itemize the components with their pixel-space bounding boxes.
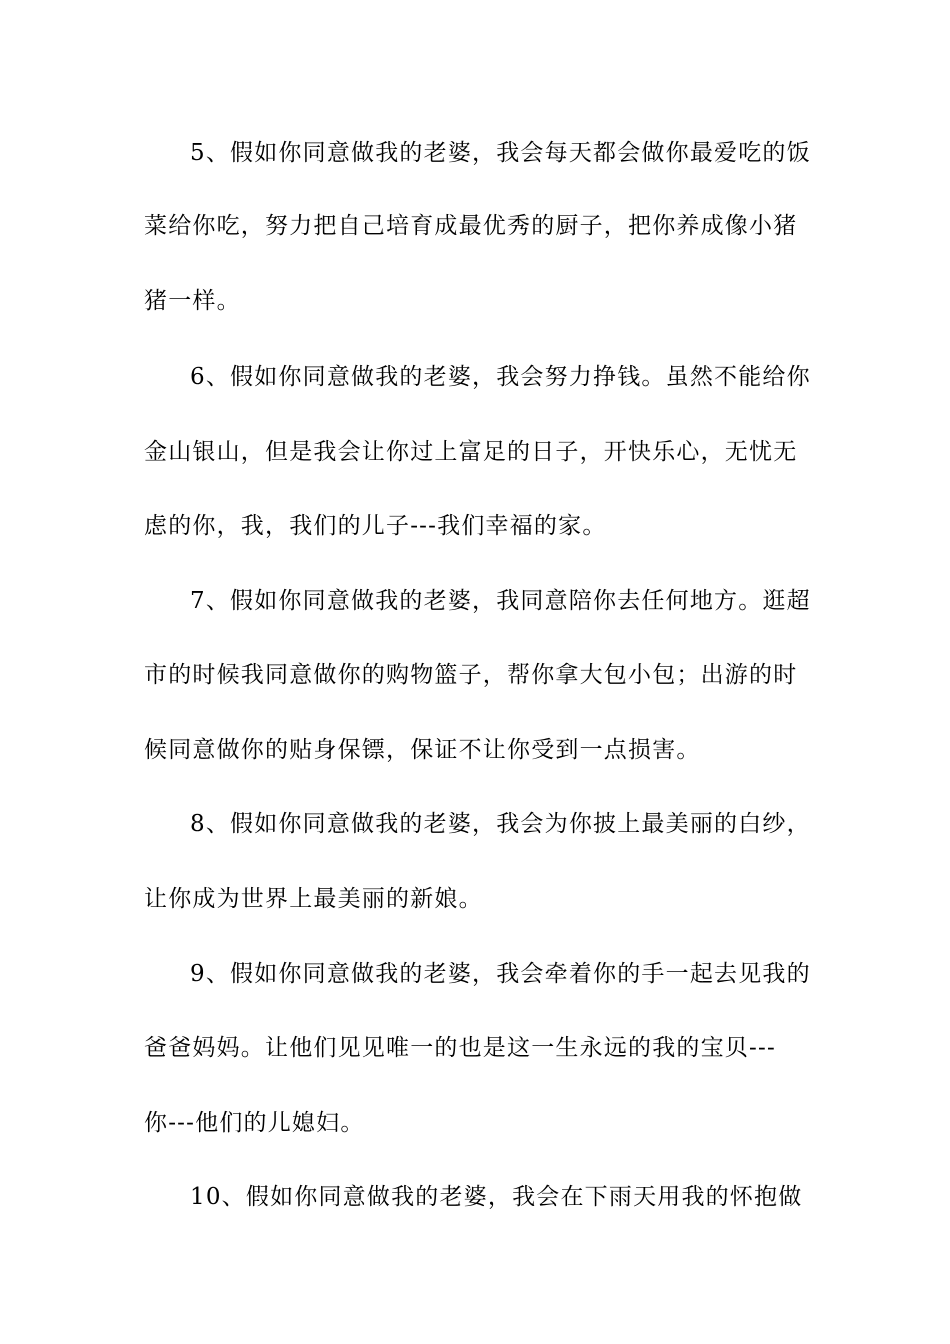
- paragraph-line: 8、假如你同意做我的老婆，我会为你披上最美丽的白纱，: [190, 811, 811, 837]
- paragraph-line: 你---他们的儿媳妇。: [144, 1110, 365, 1136]
- paragraph-line: 让你成为世界上最美丽的新娘。: [144, 886, 483, 912]
- paragraph-line: 菜给你吃，努力把自己培育成最优秀的厨子，把你养成像小猪: [144, 213, 798, 239]
- paragraph-line: 猪一样。: [144, 288, 241, 314]
- paragraph-line: 金山银山，但是我会让你过上富足的日子，开快乐心，无忧无: [144, 439, 798, 465]
- paragraph-line: 候同意做你的贴身保镖，保证不让你受到一点损害。: [144, 737, 701, 763]
- paragraph-line: 市的时候我同意做你的购物篮子，帮你拿大包小包；出游的时: [144, 662, 798, 688]
- paragraph-line: 虑的你，我，我们的儿子---我们幸福的家。: [144, 513, 607, 539]
- paragraph-line: 6、假如你同意做我的老婆，我会努力挣钱。虽然不能给你: [190, 364, 811, 390]
- paragraph-line: 爸爸妈妈。让他们见见唯一的也是这一生永远的我的宝贝---: [144, 1035, 776, 1061]
- paragraph-line: 7、假如你同意做我的老婆，我同意陪你去任何地方。逛超: [190, 588, 811, 614]
- paragraph-line: 10、假如你同意做我的老婆，我会在下雨天用我的怀抱做: [190, 1184, 803, 1210]
- paragraph-line: 9、假如你同意做我的老婆，我会牵着你的手一起去见我的: [190, 961, 811, 987]
- paragraph-line: 5、假如你同意做我的老婆，我会每天都会做你最爱吃的饭: [190, 140, 811, 166]
